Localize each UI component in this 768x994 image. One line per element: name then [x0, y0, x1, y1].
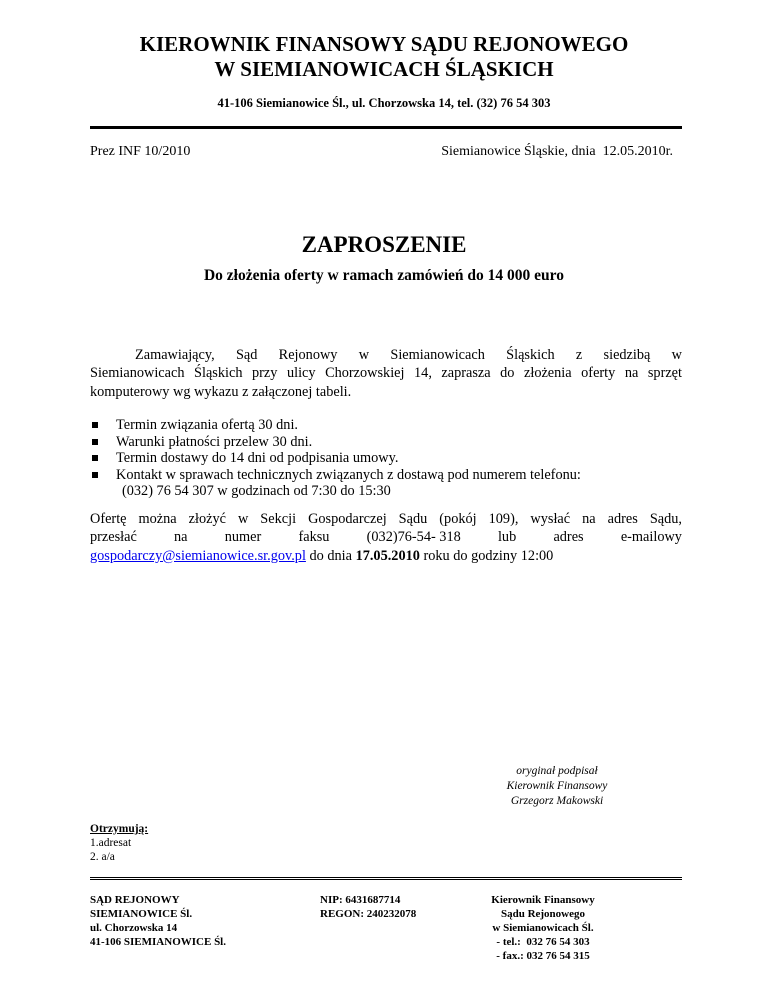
list-item: Warunki płatności przelew 30 dni.	[90, 434, 690, 451]
list-item: Termin dostawy do 14 dni od podpisania umowy.	[90, 450, 690, 467]
recipients-label: Otrzymują:	[90, 823, 149, 835]
bullet-square-icon	[92, 422, 98, 428]
document-subtitle: Do złożenia oferty w ramach zamówień do 14 000 euro	[203, 267, 565, 284]
bullet-square-icon	[92, 439, 98, 445]
email-link[interactable]: gospodarczy@siemianowice.sr.gov.pl	[90, 547, 306, 564]
intro-line-3: komputerowy wg wykazu z załączonej tabeli.	[90, 383, 352, 400]
list-item: Termin związania ofertą 30 dni.	[90, 417, 690, 434]
deadline-date: 17.05.2010	[355, 547, 420, 564]
office-address: 41-106 Siemianowice Śl., ul. Chorzowska 14, tel. (32) 76 54 303	[217, 96, 551, 110]
submission-line-3: gospodarczy@siemianowice.sr.gov.pl do dnia 17.05.2010 roku do godziny 12:00	[90, 547, 554, 564]
footer-tax-ids: NIP: 6431687714 REGON: 240232078	[320, 894, 417, 920]
submission-paragraph	[90, 510, 682, 565]
submission-line-1: Ofertę można złożyć w Sekcji Gospodarczej Sądu (pokój 109), wysłać na adres Sądu,	[90, 511, 682, 527]
bullet-square-icon	[92, 472, 98, 478]
header-divider	[90, 126, 682, 129]
office-title	[0, 32, 768, 82]
footer-divider	[90, 877, 682, 880]
submission-line-2: przesłać na numer faksu (032)76-54- 318 lub adres e-mailowy	[90, 529, 682, 546]
office-title-line2: W SIEMIANOWICACH ŚLĄSKICH	[214, 57, 554, 81]
contact-hours: (032) 76 54 307 w godzinach od 7:30 do 15:30	[122, 483, 391, 499]
intro-line-2: Siemianowicach Śląskich przy ulicy Chorzowskiej 14, zaprasza do złożenia oferty na sprzęt	[90, 365, 682, 382]
list-item: Kontakt w sprawach technicznych związanych z dostawą pod numerem telefonu:	[90, 467, 690, 484]
recipients-block	[90, 822, 148, 864]
reference-number: Prez INF 10/2010	[90, 144, 191, 159]
footer-contact: Kierownik Finansowy Sądu Rejonowego w Siemianowicach Śl. - tel.: 032 76 54 303 - fax.: 032 76 54 315	[491, 894, 595, 962]
document-title: ZAPROSZENIE	[301, 232, 467, 257]
list-item: 1.adresat	[90, 837, 132, 849]
footer-court-address: SĄD REJONOWY SIEMIANOWICE Śl. ul. Chorzowska 14 41-106 SIEMIANOWICE Śl.	[90, 894, 226, 948]
intro-line-1: Zamawiający, Sąd Rejonowy w Siemianowicach Śląskich z siedzibą w	[135, 347, 682, 363]
bullet-square-icon	[92, 455, 98, 461]
list-item: 2. a/a	[90, 851, 115, 863]
place-date: Siemianowice Śląskie, dnia 12.05.2010r.	[441, 144, 673, 159]
signature-block: oryginał podpisał Kierownik Finansowy Grzegorz Makowski	[506, 765, 608, 807]
office-title-line1: KIEROWNIK FINANSOWY SĄDU REJONOWEGO	[139, 32, 629, 56]
intro-paragraph	[90, 346, 682, 401]
conditions-list	[90, 417, 690, 500]
